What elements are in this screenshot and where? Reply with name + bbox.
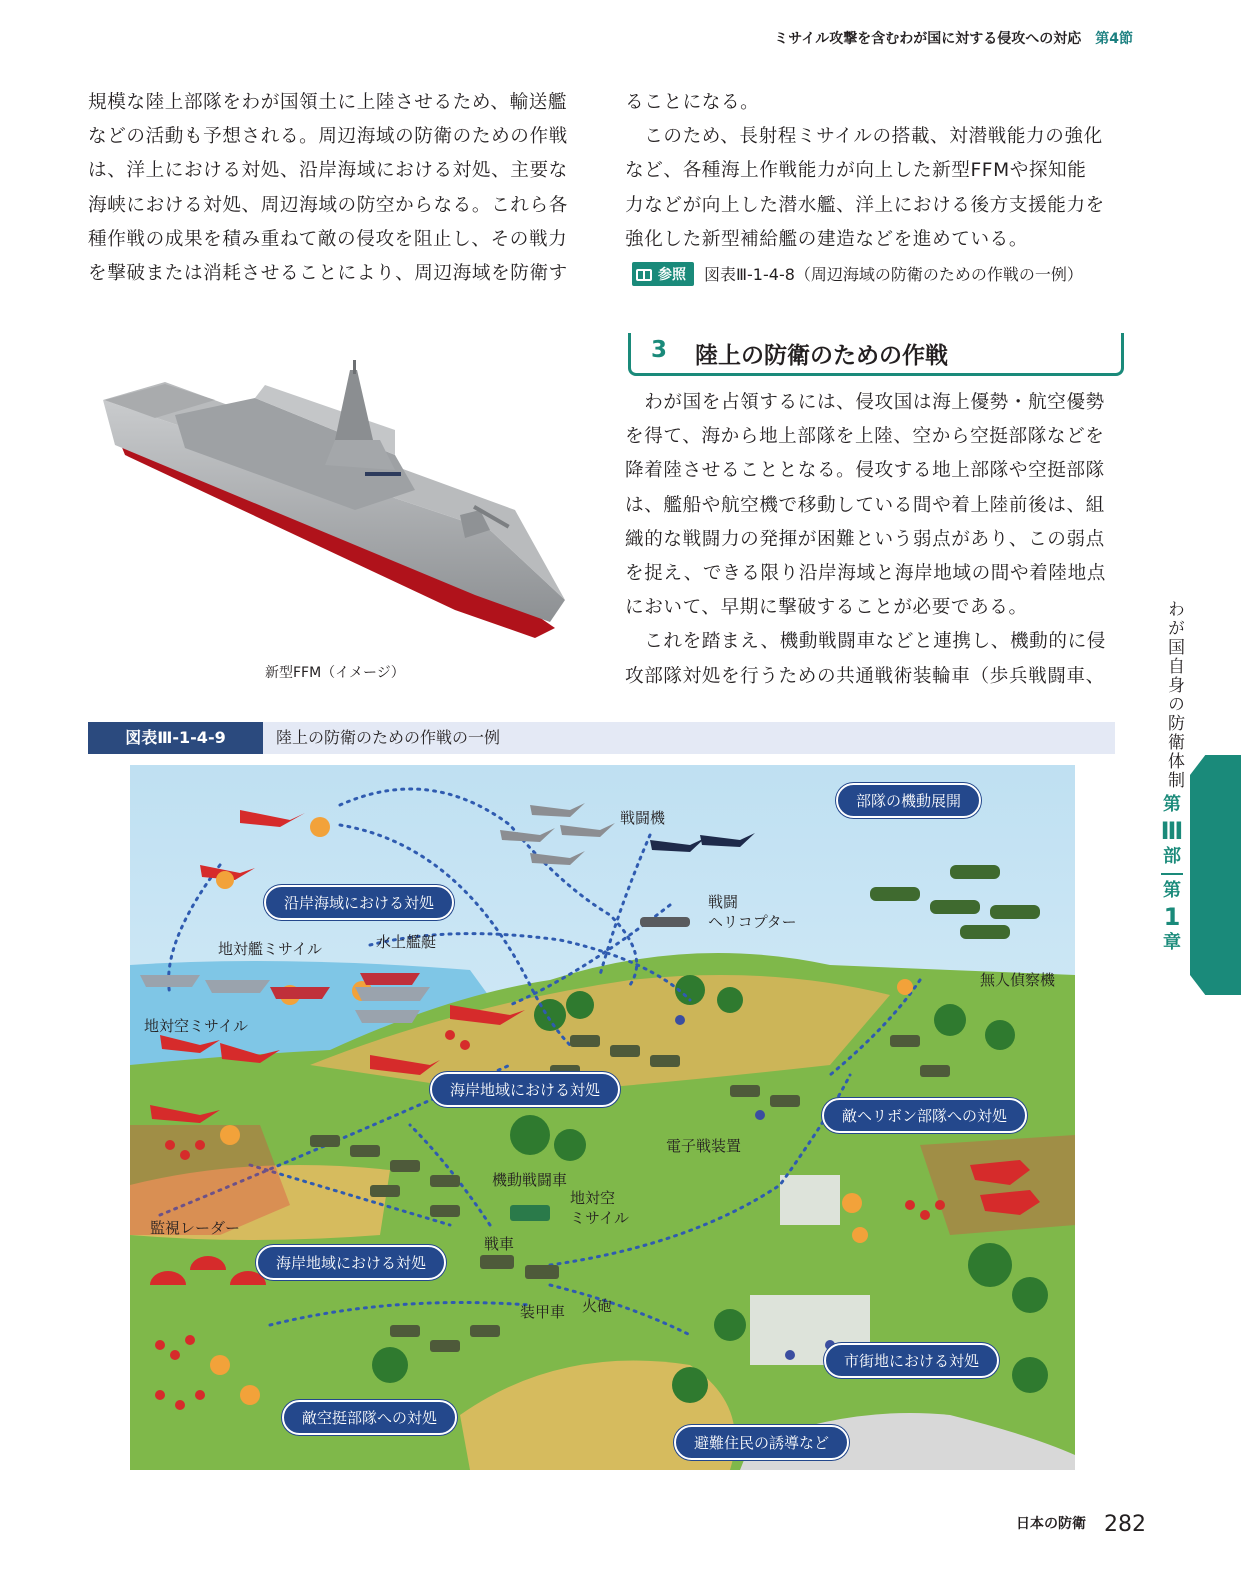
reference-badge: 参照: [632, 262, 694, 286]
label-sam-left: 地対空ミサイル: [144, 1017, 248, 1035]
text-line: 攻部隊対処を行うための共通戦術装輪車（歩兵戦闘車、: [625, 665, 1105, 687]
left-column: [88, 86, 588, 291]
text-line: ることになる。: [625, 92, 760, 113]
side-chapter-1: 第: [1163, 880, 1181, 901]
text-line: は、洋上における対処、沿岸海域における対処、主要な: [88, 160, 568, 182]
label-mcv: 機動戦闘車: [492, 1171, 568, 1189]
running-header: [774, 28, 1133, 48]
label-uav: 無人偵察機: [980, 971, 1056, 989]
text-line: などの活動も予想される。周辺海域の防衛のための作戦: [88, 126, 568, 148]
text-line: 織的な戦闘力の発揮が困難という弱点があり、この弱点: [625, 528, 1105, 550]
label-apc: 装甲車: [520, 1303, 566, 1321]
page-footer: [1016, 1512, 1146, 1537]
figure-title-bar: [88, 722, 1115, 754]
text-line: は、艦船や航空機で移動している間や着上陸前後は、組: [625, 494, 1105, 516]
photo-caption: 新型FFM（イメージ）: [265, 665, 405, 681]
label-sam-center-1: 地対空: [570, 1189, 616, 1207]
side-chapter-2: 1: [1163, 903, 1181, 931]
right-column-top: [625, 86, 1125, 257]
pill-evacuation: 避難住民の誘導など: [674, 1425, 849, 1460]
label-surface-ship: 水上艦艇: [376, 933, 437, 951]
figure-title: 陸上の防衛のための作戦の一例: [276, 728, 501, 747]
operation-map: [130, 765, 1075, 1470]
label-ew: 電子戦装置: [666, 1137, 742, 1155]
ffm-ship-illustration: [95, 360, 575, 645]
text-line: など、各種海上作戦能力が向上した新型FFMや探知能: [625, 160, 1087, 182]
pill-coast-area-2: 海岸地域における対処: [256, 1245, 446, 1280]
section-number: 3: [651, 337, 668, 363]
text-line: 力などが向上した潜水艦、洋上における後方支援能力を: [625, 194, 1105, 216]
pill-heliborne: 敵ヘリボン部隊への対処: [822, 1098, 1027, 1133]
label-sam-center-2: ミサイル: [570, 1209, 629, 1227]
text-line: 種作戦の成果を積み重ねて敵の侵攻を阻止し、その戦力: [88, 228, 568, 250]
side-vertical-text: わが国自身の防衛体制: [1164, 600, 1184, 790]
pill-urban: 市街地における対処: [824, 1343, 999, 1378]
pill-coast-area-1: 海岸地域における対処: [430, 1072, 620, 1107]
side-part-2: Ⅲ: [1160, 817, 1184, 845]
label-attack-heli-2: ヘリコプター: [708, 913, 797, 931]
text-line: 強化した新型補給艦の建造などを進めている。: [625, 228, 1029, 250]
page-number: 282: [1104, 1512, 1146, 1537]
figure-id: 図表Ⅲ-1-4-9: [88, 722, 263, 754]
label-radar: 監視レーダー: [150, 1219, 241, 1237]
side-chapter-3: 章: [1163, 932, 1181, 953]
text-line: 海峡における対処、周辺海域の防空からなる。これら各: [88, 194, 568, 216]
text-line: わが国を占領するには、侵攻国は海上優勢・航空優勢: [625, 392, 1105, 413]
text-line: を撃破または消耗させることにより、周辺海域を防衛す: [88, 263, 568, 285]
pill-coastal-sea: 沿岸海域における対処: [264, 885, 454, 920]
label-artillery: 火砲: [582, 1297, 613, 1315]
right-column-bottom: [625, 386, 1125, 694]
label-tank: 戦車: [484, 1235, 515, 1253]
footer-title: 日本の防衛: [1016, 1516, 1086, 1532]
section-heading: [628, 333, 1124, 376]
header-title: ミサイル攻撃を含むわが国に対する侵攻への対応: [774, 31, 1082, 47]
label-ssm: 地対艦ミサイル: [218, 940, 322, 958]
text-line: 降着陸させることとなる。侵攻する地上部隊や空挺部隊: [625, 460, 1105, 482]
side-part-chapter: [1158, 792, 1186, 956]
pill-mobile-deploy: 部隊の機動展開: [836, 783, 981, 818]
pill-airborne: 敵空挺部隊への対処: [282, 1400, 457, 1435]
text-line: において、早期に撃破することが必要である。: [625, 597, 1028, 619]
book-icon: [636, 269, 652, 281]
text-line: を得て、海から地上部隊を上陸、空から空挺部隊などを: [625, 426, 1105, 448]
side-part-3: 部: [1163, 846, 1181, 867]
side-part-1: 第: [1163, 794, 1181, 815]
text-line: このため、長射程ミサイルの搭載、対潜戦能力の強化: [625, 126, 1103, 148]
side-tab-band: [1190, 755, 1241, 995]
text-line: これを踏まえ、機動戦闘車などと連携し、機動的に侵: [625, 631, 1106, 653]
text-line: を捉え、できる限り沿岸海域と海岸地域の間や着陸地点: [625, 563, 1106, 585]
reference-line[interactable]: [632, 262, 1083, 286]
reference-text: 図表Ⅲ-1-4-8（周辺海域の防衛のための作戦の一例）: [704, 265, 1083, 284]
section-title: 陸上の防衛のための作戦: [695, 343, 948, 369]
label-fighter: 戦闘機: [620, 809, 666, 827]
side-divider: [1161, 873, 1183, 875]
header-section: 第4節: [1095, 31, 1133, 47]
label-attack-heli-1: 戦闘: [708, 893, 739, 911]
text-line: 規模な陸上部隊をわが国領土に上陸させるため、輸送艦: [88, 92, 568, 113]
